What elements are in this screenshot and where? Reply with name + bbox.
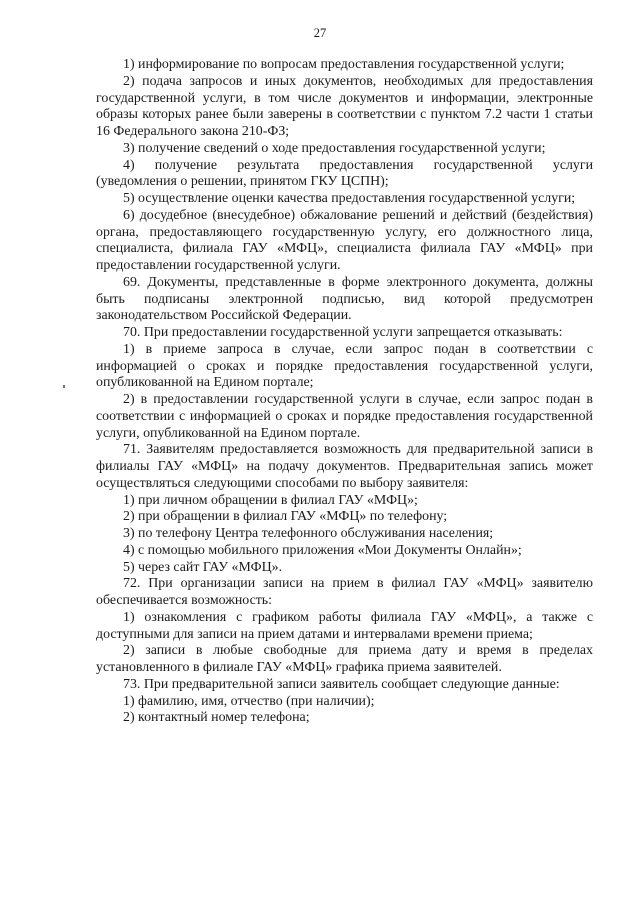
paragraph: 2) записи в любые свободные для приема дату и время в пределах установленного в филиале ГАУ «МФЦ» графика приема заявителей. — [96, 643, 593, 675]
paragraph: 69. Документы, представленные в форме электронного документа, должны быть подписаны электронной подписью, вид которой предусмотрен законодательством Российской Федерации. — [96, 274, 593, 324]
document-body — [96, 57, 593, 727]
paragraph: 5) через сайт ГАУ «МФЦ». — [123, 559, 283, 575]
paragraph: 73. При предварительной записи заявитель сообщает следующие данные: — [123, 676, 560, 692]
paragraph: 72. При организации записи на прием в филиал ГАУ «МФЦ» заявителю обеспечивается возможность: — [96, 576, 593, 608]
paragraph: 2) контактный номер телефона; — [123, 710, 310, 726]
paragraph: 2) в предоставлении государственной услуги в случае, если запрос подан в соответствии с информацией о сроках и порядке предоставления государственной услуги, опубликованной на Едином портале. — [96, 392, 593, 441]
paragraph: 4) с помощью мобильного приложения «Мои Документы Онлайн»; — [123, 542, 522, 558]
paragraph: 1) ознакомления с графиком работы филиала ГАУ «МФЦ», а также с доступными для записи на прием датами и интервалами времени приема; — [96, 609, 593, 642]
paragraph: 3) по телефону Центра телефонного обслуживания населения; — [123, 526, 494, 541]
paragraph: 6) досудебное (внесудебное) обжалование решений и действий (бездействия) органа, предоставляющего государственную услугу, его должностного лица, специалиста, филиала ГАУ «МФЦ», специалиста филиала ГАУ «МФЦ» при предоставлении государственной услуги. — [96, 207, 593, 273]
paragraph: 1) информирование по вопросам предоставления государственной услуги; — [123, 57, 565, 72]
paragraph: 1) при личном обращении в филиал ГАУ «МФЦ»; — [123, 492, 418, 508]
paragraph: 5) осуществление оценки качества предоставления государственной услуги; — [123, 191, 576, 206]
paragraph: 1) фамилию, имя, отчество (при наличии); — [123, 693, 375, 709]
margin-mark — [63, 385, 65, 388]
paragraph: 3) получение сведений о ходе предоставления государственной услуги; — [123, 140, 546, 156]
paragraph: 70. При предоставлении государственной услуги запрещается отказывать: — [123, 325, 563, 340]
paragraph: 2) при обращении в филиал ГАУ «МФЦ» по телефону; — [123, 509, 448, 525]
page-number: 27 — [313, 26, 327, 40]
paragraph: 1) в приеме запроса в случае, если запрос подан в соответствии с информацией о сроках и порядке предоставления государственной услуги, опубликованной на Едином портале; — [96, 341, 593, 391]
paragraph: 4) получение результата предоставления государственной услуги (уведомления о решении, принятом ГКУ ЦСПН); — [96, 157, 593, 190]
paragraph: 2) подача запросов и иных документов, необходимых для предоставления государственной услуги, в том числе документов и информации, электронные образы которых ранее были заверены в соответствии с пунктом 7.2 части 1 статьи 16 Федерального закона 210-ФЗ; — [96, 73, 593, 139]
paragraph: 71. Заявителям предоставляется возможность для предварительной записи в филиалы ГАУ «МФЦ» на подачу документов. Предварительная запись может осуществляться следующими способами по выбору заявителя: — [96, 442, 593, 491]
